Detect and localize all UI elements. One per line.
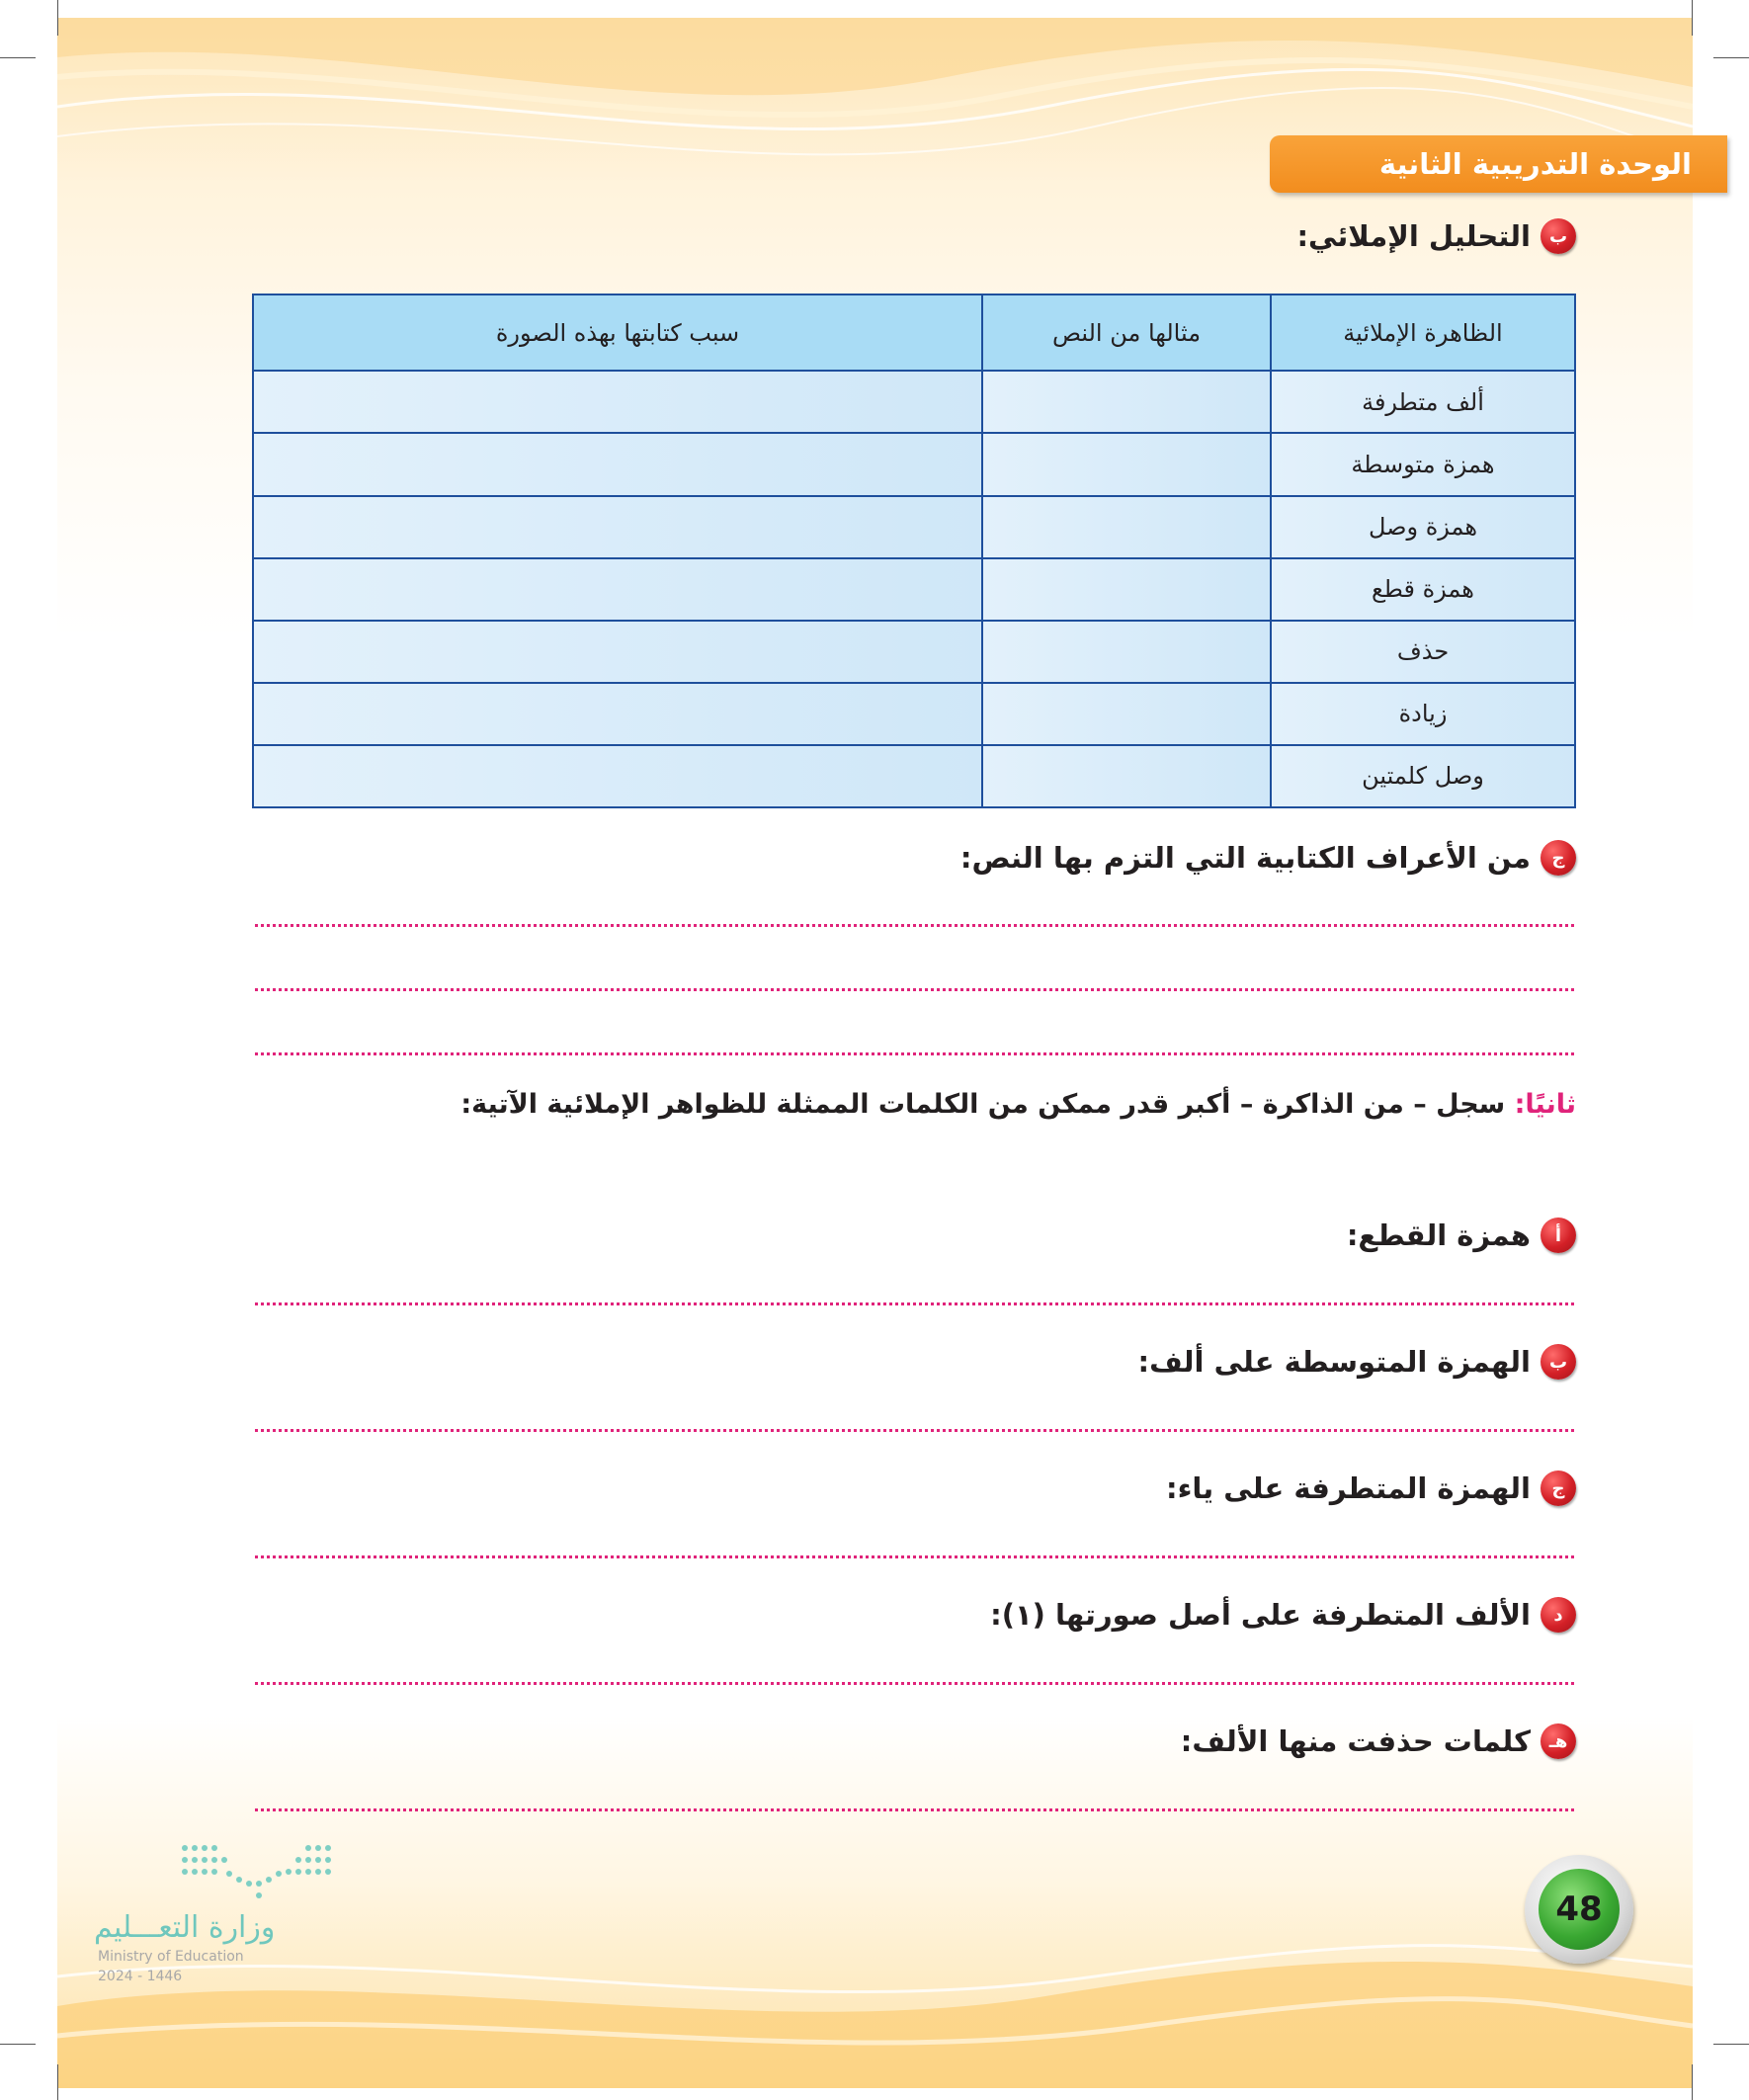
item-e-badge: هـ (1541, 1723, 1576, 1759)
crop-mark (1692, 2064, 1693, 2100)
reason-cell[interactable] (253, 683, 982, 745)
answer-line[interactable] (255, 1429, 1574, 1432)
crop-mark (57, 2064, 58, 2100)
unit-banner: الوحدة التدريبية الثانية (1270, 135, 1727, 193)
item-e-title: كلمات حذفت منها الألف: (1180, 1724, 1531, 1758)
second-part-instruction: سجل – من الذاكرة – أكبر قدر ممكن من الكلمات الممثلة للظواهر الإملائية الآتية: (460, 1089, 1506, 1120)
spelling-analysis-table (252, 294, 1576, 808)
answer-line[interactable] (255, 924, 1574, 927)
table-row (253, 621, 1575, 683)
ministry-arabic: وزارة التعـــليم (94, 1910, 276, 1945)
table-header-row (253, 294, 1575, 371)
ministry-english: Ministry of Education (98, 1949, 244, 1965)
table-row (253, 433, 1575, 495)
item-a-title: همزة القطع: (1346, 1218, 1531, 1252)
phenomenon-cell: همزة قطع (1271, 558, 1575, 621)
item-b-heading (1138, 1344, 1576, 1380)
second-part-heading (460, 1089, 1576, 1120)
example-cell[interactable] (982, 433, 1271, 495)
section-c-heading (960, 840, 1576, 876)
table-row (253, 745, 1575, 807)
crop-mark (57, 0, 58, 36)
example-cell[interactable] (982, 558, 1271, 621)
example-cell[interactable] (982, 496, 1271, 558)
item-d-badge: د (1541, 1597, 1576, 1633)
answer-line[interactable] (255, 1682, 1574, 1685)
reason-cell[interactable] (253, 496, 982, 558)
answer-line[interactable] (255, 1808, 1574, 1811)
reason-cell[interactable] (253, 558, 982, 621)
example-cell[interactable] (982, 683, 1271, 745)
crop-mark (0, 2044, 36, 2045)
item-a-badge: أ (1541, 1218, 1576, 1253)
table-row (253, 371, 1575, 433)
item-c-title: الهمزة المتطرفة على ياء: (1165, 1471, 1531, 1505)
section-c-title: من الأعراف الكتابية التي التزم بها النص: (959, 841, 1531, 875)
second-part-label: ثانيًا: (1514, 1089, 1576, 1120)
phenomenon-cell: زيادة (1271, 683, 1575, 745)
item-d-title: الألف المتطرفة على أصل صورتها (١): (990, 1598, 1531, 1632)
ministry-dots-icon (175, 1838, 353, 1907)
item-b-badge: ب (1541, 1344, 1576, 1380)
phenomenon-cell: همزة وصل (1271, 496, 1575, 558)
example-cell[interactable] (982, 371, 1271, 433)
section-c-badge: ج (1541, 840, 1576, 876)
reason-cell[interactable] (253, 371, 982, 433)
item-e-heading (1181, 1723, 1576, 1759)
ministry-logo (94, 1838, 351, 1996)
table-row (253, 558, 1575, 621)
item-a-heading (1347, 1218, 1576, 1253)
item-c-badge: ج (1541, 1470, 1576, 1506)
phenomenon-cell: ألف متطرفة (1271, 371, 1575, 433)
answer-line[interactable] (255, 1302, 1574, 1305)
table-row (253, 496, 1575, 558)
crop-mark (0, 57, 36, 58)
section-b-badge: ب (1541, 218, 1576, 254)
ministry-year: 2024 - 1446 (98, 1969, 183, 1984)
table-row (253, 683, 1575, 745)
answer-line[interactable] (255, 1052, 1574, 1055)
phenomenon-cell: همزة متوسطة (1271, 433, 1575, 495)
item-d-heading (990, 1597, 1576, 1633)
answer-line[interactable] (255, 1555, 1574, 1558)
reason-cell[interactable] (253, 433, 982, 495)
header-phenomenon: الظاهرة الإملائية (1271, 294, 1575, 371)
crop-mark (1692, 0, 1693, 36)
section-b-title: التحليل الإملائي: (1296, 219, 1531, 253)
page-number-badge (1525, 1855, 1633, 1964)
header-example: مثالها من النص (982, 294, 1271, 371)
top-wave-decoration (57, 18, 1693, 245)
crop-mark (1713, 57, 1749, 58)
item-c-heading (1166, 1470, 1576, 1506)
answer-line[interactable] (255, 988, 1574, 991)
reason-cell[interactable] (253, 621, 982, 683)
item-b-title: الهمزة المتوسطة على ألف: (1137, 1345, 1531, 1379)
phenomenon-cell: حذف (1271, 621, 1575, 683)
page-number: 48 (1539, 1869, 1620, 1950)
example-cell[interactable] (982, 745, 1271, 807)
header-reason: سبب كتابتها بهذه الصورة (253, 294, 982, 371)
phenomenon-cell: وصل كلمتين (1271, 745, 1575, 807)
crop-mark (1713, 2044, 1749, 2045)
section-b-heading (1296, 218, 1576, 254)
example-cell[interactable] (982, 621, 1271, 683)
reason-cell[interactable] (253, 745, 982, 807)
